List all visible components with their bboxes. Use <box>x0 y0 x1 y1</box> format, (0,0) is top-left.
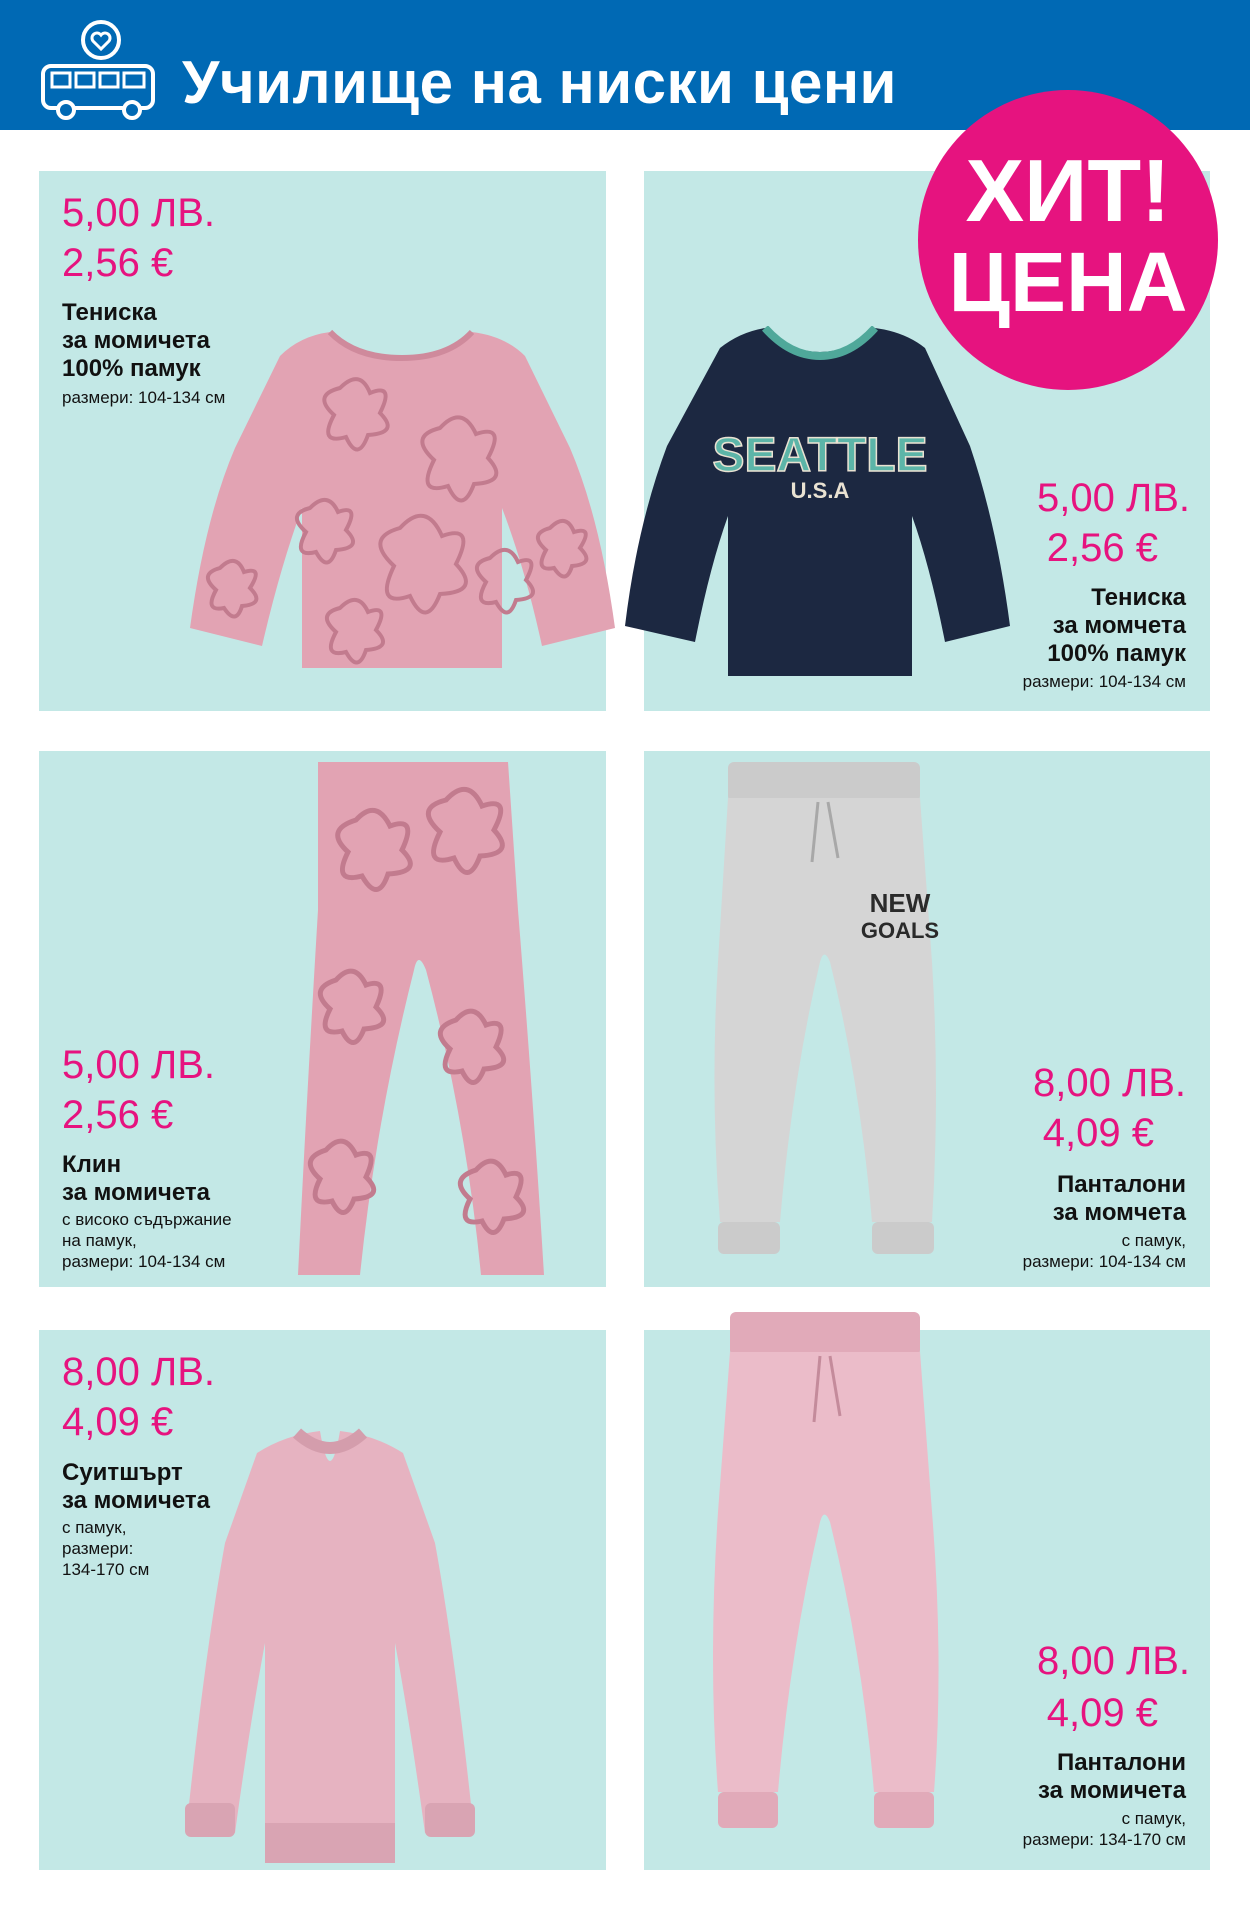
school-bus-heart-icon <box>38 18 164 122</box>
boys-tshirt-image <box>625 326 1010 678</box>
price-eur: 4,09 € <box>1042 1111 1154 1155</box>
product-name: 100% памук <box>1047 640 1186 667</box>
page-title: Училище на ниски цени <box>182 49 897 116</box>
product-name: за момчета <box>1052 612 1186 639</box>
product-name: Тениска <box>1091 584 1186 611</box>
hit-price-badge <box>918 90 1218 390</box>
product-name: за момчета <box>1052 1199 1186 1226</box>
boys-tshirt-print-line2: U.S.A <box>790 478 850 503</box>
product-desc: на памук, <box>62 1231 137 1250</box>
product-desc: с памук, <box>1121 1231 1186 1250</box>
girls-sweatshirt-image <box>185 1423 475 1869</box>
price-bgn: 5,00 ЛВ. <box>62 191 216 235</box>
product-name: за момичета <box>62 1179 210 1206</box>
product-desc: 134-170 см <box>62 1560 150 1579</box>
product-desc: размери: 134-170 см <box>1022 1830 1186 1849</box>
price-eur: 2,56 € <box>62 241 174 285</box>
boys-pants-print-line2: GOALS <box>860 918 940 943</box>
product-desc: с памук, <box>62 1518 127 1537</box>
girls-leggings-image <box>296 760 546 1278</box>
girls-pants-image <box>700 1312 950 1832</box>
product-desc: размери: 104-134 см <box>1022 672 1186 691</box>
price-bgn: 8,00 ЛВ. <box>1032 1061 1186 1105</box>
product-desc: размери: 104-134 см <box>1022 1252 1186 1271</box>
girls-tshirt-image <box>190 328 620 673</box>
price-eur: 2,56 € <box>1046 526 1158 570</box>
price-bgn: 5,00 ЛВ. <box>62 1043 216 1087</box>
product-desc: с памук, <box>1121 1809 1186 1828</box>
price-eur: 4,09 € <box>62 1400 174 1444</box>
badge-line2: ЦЕНА <box>948 235 1188 329</box>
product-desc: размери: 104-134 см <box>62 1252 226 1271</box>
product-name: Панталони <box>1056 1171 1186 1198</box>
product-name: за момичета <box>62 1487 210 1514</box>
product-desc: с високо съдържание <box>62 1210 232 1229</box>
product-name: Тениска <box>62 299 157 326</box>
price-bgn: 5,00 ЛВ. <box>1036 476 1190 520</box>
product-name: за момичета <box>62 327 210 354</box>
product-name: Клин <box>62 1151 122 1178</box>
price-eur: 4,09 € <box>1046 1691 1158 1735</box>
boys-pants-print-line1: NEW <box>869 888 931 918</box>
product-name: за момичета <box>1038 1777 1186 1804</box>
product-desc: размери: 104-134 см <box>62 388 226 407</box>
product-name: Панталони <box>1056 1749 1186 1776</box>
price-bgn: 8,00 ЛВ. <box>1036 1639 1190 1683</box>
badge-line1: ХИТ! <box>965 141 1171 240</box>
product-name: 100% памук <box>62 355 201 382</box>
price-bgn: 8,00 ЛВ. <box>62 1350 216 1394</box>
product-name: Суитшърт <box>62 1459 183 1486</box>
price-eur: 2,56 € <box>62 1093 174 1137</box>
boys-pants-image <box>700 762 950 1257</box>
boys-tshirt-print-line1: SEATTLE <box>712 429 928 482</box>
product-desc: размери: <box>62 1539 134 1558</box>
